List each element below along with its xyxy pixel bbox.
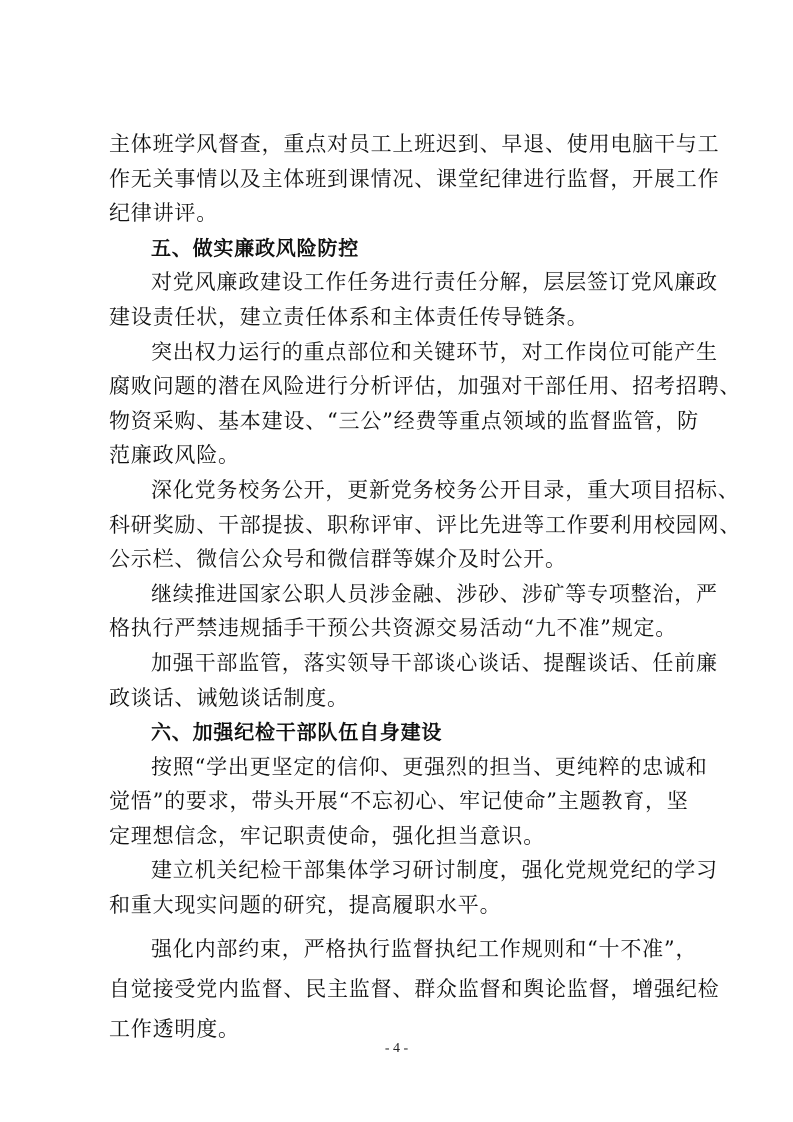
paragraph-line: 科研奖励、干部提拔、职称评审、评比先进等工作要利用校园网、 (109, 512, 742, 537)
paragraph-line: 范廉政风险。 (109, 443, 240, 468)
paragraph-line: 工作透明度。 (109, 1016, 240, 1041)
paragraph-line: 觉悟”的要求，带头开展“不忘初心、牢记使命”主题教育，坚 (109, 789, 689, 814)
paragraph-line: 加强干部监管，落实领导干部谈心谈话、提醒谈话、任前廉 (151, 650, 718, 675)
paragraph-line: 政谈话、诫勉谈话制度。 (109, 685, 349, 710)
paragraph-line: 公示栏、微信公众号和微信群等媒介及时公开。 (109, 547, 567, 572)
paragraph-line: 按照“学出更坚定的信仰、更强烈的担当、更纯粹的忠诚和 (151, 754, 708, 779)
paragraph-line: 自觉接受党内监督、民主监督、群众监督和舆论监督，增强纪检 (109, 976, 720, 1001)
page-number: - 4 - (384, 1041, 409, 1056)
paragraph-line: 物资采购、基本建设、“三公”经费等重点领域的监督监管，防 (109, 408, 699, 433)
paragraph-line: 腐败问题的潜在风险进行分析评估，加强对干部任用、招考招聘、 (109, 374, 742, 399)
paragraph-line: 纪律讲评。 (109, 201, 218, 226)
paragraph-line: 突出权力运行的重点部位和关键环节，对工作岗位可能产生 (151, 339, 718, 364)
paragraph-line: 格执行严禁违规插手干预公共资源交易活动“九不准”规定。 (109, 616, 678, 641)
paragraph-line: 主体班学风督查，重点对员工上班迟到、早退、使用电脑干与工 (109, 132, 720, 156)
paragraph-line: 建立机关纪检干部集体学习研讨制度，强化党规党纪的学习 (151, 858, 718, 883)
paragraph-line: 深化党务校务公开，更新党务校务公开目录，重大项目招标、 (151, 477, 740, 502)
paragraph-line: 和重大现实问题的研究，提高履职水平。 (109, 893, 502, 918)
paragraph-line: 建设责任状，建立责任体系和主体责任传导链条。 (109, 304, 589, 329)
paragraph-line: 强化内部约束，严格执行监督执纪工作规则和“十不准”， (151, 936, 698, 961)
section-heading: 五、做实廉政风险防控 (151, 235, 359, 260)
paragraph-line: 作无关事情以及主体班到课情况、课堂纪律进行监督，开展工作 (109, 166, 720, 191)
document-body (109, 127, 742, 1049)
paragraph-line: 对党风廉政建设工作任务进行责任分解，层层签订党风廉政 (151, 270, 718, 295)
paragraph-line: 继续推进国家公职人员涉金融、涉砂、涉矿等专项整治，严 (151, 581, 718, 606)
section-heading: 六、加强纪检干部队伍自身建设 (151, 720, 443, 745)
paragraph-line: 定理想信念，牢记职责使命，强化担当意识。 (109, 823, 545, 848)
